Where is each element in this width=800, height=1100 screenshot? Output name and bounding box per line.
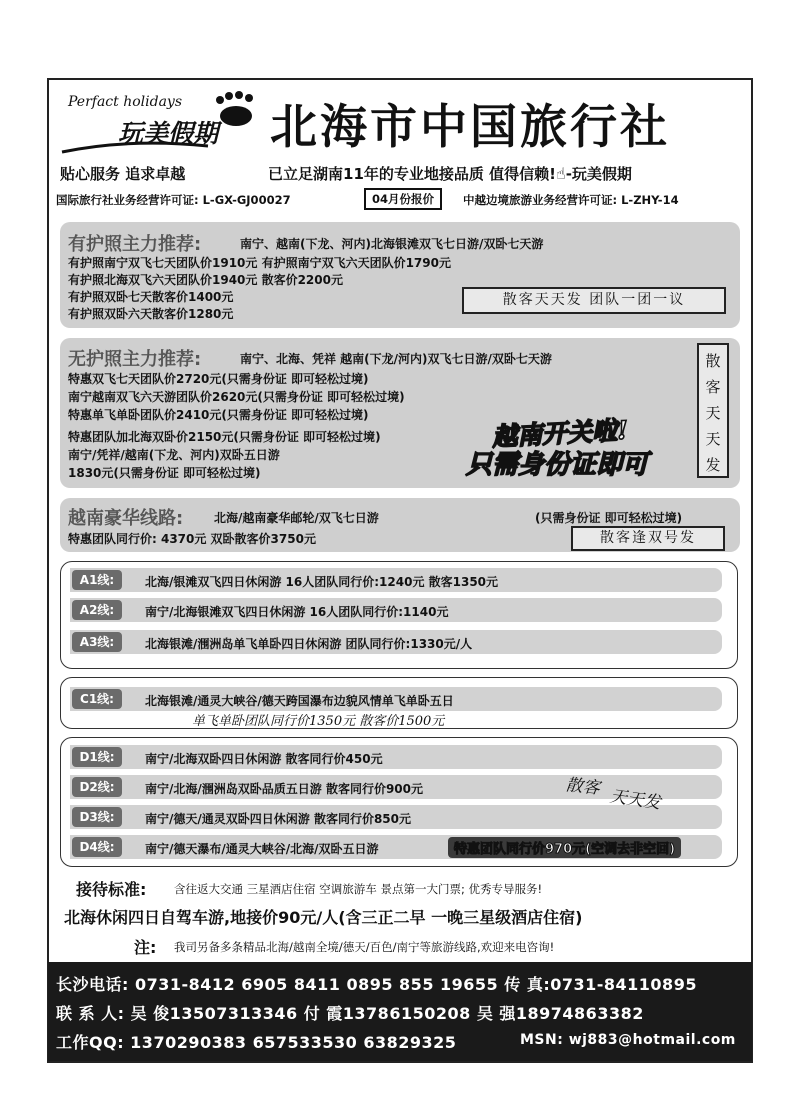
route-text: 南宁/北海银滩双飞四日休闲游 16人团队同行价:1140元: [145, 605, 449, 619]
contact-qq: 工作QQ: 1370290383 657533530 63829325: [56, 1033, 457, 1052]
contact-msn: MSN: wj883@hotmail.com: [520, 1032, 736, 1048]
passport-line: 有护照北海双飞六天团队价1940元 散客价2200元: [68, 273, 343, 287]
d4-badge: 特惠团队同行价970元(空调去非空回): [448, 837, 681, 858]
passport-label: 有护照主力推荐:: [68, 234, 202, 255]
handwritten-note: 散客: [564, 775, 601, 799]
route-tag: A2线:: [72, 600, 122, 620]
route-tag: D3线:: [72, 807, 122, 827]
logo-en: Perfact holidays: [68, 94, 183, 110]
handwritten-note: 天天发: [608, 786, 662, 814]
standards-label: 接待标准:: [76, 880, 147, 899]
luxury-label: 越南豪华线路:: [68, 508, 184, 529]
route-text: 北海银滩/通灵大峡谷/德天跨国瀑布边貌风情单飞单卧五日: [145, 694, 454, 708]
nopassport-line: 特惠团队加北海双卧价2150元(只需身份证 即可轻松过境): [68, 430, 381, 444]
contact-bar: [48, 962, 752, 1061]
slogan: 贴心服务 追求卓越: [60, 165, 186, 183]
vertical-char: 散: [705, 352, 721, 370]
page-title: 北海市中国旅行社: [270, 100, 670, 155]
route-tag: C1线:: [72, 689, 122, 709]
route-tag: A1线:: [72, 570, 122, 590]
nopassport-route: 南宁、北海、凭祥 越南(下龙/河内)双飞七日游/双卧七天游: [240, 352, 552, 366]
luxury-route: 北海/越南豪华邮轮/双飞七日游: [214, 511, 379, 525]
route-price: 单飞单卧团队同行价1350元 散客价1500元: [192, 714, 445, 729]
vertical-char: 发: [705, 456, 721, 474]
license-border: 中越边境旅游业务经营许可证: L-ZHY-14: [463, 193, 679, 207]
route-text: 南宁/北海/涠洲岛双卧品质五日游 散客同行价900元: [145, 782, 423, 796]
standards-text: 含往返大交通 三星酒店住宿 空调旅游车 景点第一大门票; 优秀专导服务!: [174, 882, 543, 896]
tagline-text: 已立足湖南11年的专业地接品质 值得信赖!: [268, 165, 556, 183]
route-text: 南宁/德天瀑布/通灵大峡谷/北海/双卧五日游: [145, 842, 379, 856]
thumbs-up-icon: ☝: [555, 164, 566, 183]
tagline: [268, 163, 632, 184]
route-tag: D1线:: [72, 747, 122, 767]
luxury-note: (只需身份证 即可轻松过境): [535, 511, 683, 525]
vertical-char: 天: [705, 404, 721, 422]
month-badge: 04月份报价: [364, 188, 442, 210]
vertical-char: 天: [705, 430, 721, 448]
route-text: 北海/银滩双飞四日休闲游 16人团队同行价:1240元 散客1350元: [145, 575, 499, 589]
route-tag: D2线:: [72, 777, 122, 797]
vietnam-slogan-1: 越南开关啦!: [491, 415, 629, 452]
route-text: 南宁/德天/通灵双卧四日休闲游 散客同行价850元: [145, 812, 411, 826]
tagline-brand: -玩美假期: [565, 165, 632, 183]
nopassport-vertical-note: [697, 343, 729, 478]
footprint-icon: [208, 90, 258, 128]
nopassport-line: 南宁/凭祥/越南(下龙、河内)双卧五日游: [68, 448, 280, 462]
contact-phone: 长沙电话: 0731-8412 6905 8411 0895 855 19655 传 真:0731-84110895: [56, 975, 697, 994]
route-tag: A3线:: [72, 632, 122, 652]
passport-route: 南宁、越南(下龙、河内)北海银滩双飞七日游/双卧七天游: [240, 237, 544, 251]
nopassport-line: 特惠双飞七天团队价2720元(只需身份证 即可轻松过境): [68, 372, 369, 386]
notice-text: 我司另备多条精品北海/越南全境/德天/百色/南宁等旅游线路,欢迎来电咨询!: [174, 940, 555, 954]
vietnam-slogan-2: 只需身份证即可: [466, 450, 649, 480]
route-text: 北海银滩/涠洲岛单飞单卧四日休闲游 团队同行价:1330元/人: [145, 637, 473, 651]
route-text: 南宁/北海双卧四日休闲游 散客同行价450元: [145, 752, 383, 766]
notice-label: 注:: [134, 938, 157, 957]
nopassport-line: 南宁越南双飞六天游团队价2620元(只需身份证 即可轻松过境): [68, 390, 405, 404]
luxury-price: 特惠团队同行价: 4370元 双卧散客价3750元: [68, 532, 316, 546]
vertical-char: 客: [705, 378, 721, 396]
nopassport-line: 特惠单飞单卧团队价2410元(只需身份证 即可轻松过境): [68, 408, 369, 422]
luxury-badge: 散客逢双号发: [571, 526, 725, 551]
self-drive-offer: 北海休闲四日自驾车游,地接价90元/人(含三正二早 一晚三星级酒店住宿): [64, 908, 583, 927]
passport-note: 散客天天发 团队一团一议: [462, 287, 726, 314]
passport-line: 有护照南宁双飞七天团队价1910元 有护照南宁双飞六天团队价1790元: [68, 256, 451, 270]
contact-people: 联 系 人: 吴 俊13507313346 付 霞13786150208 吴 强18974863382: [56, 1004, 644, 1023]
nopassport-line: 1830元(只需身份证 即可轻松过境): [68, 466, 261, 480]
nopassport-label: 无护照主力推荐:: [68, 349, 202, 370]
passport-line: 有护照双卧七天散客价1400元: [68, 290, 234, 304]
passport-line: 有护照双卧六天散客价1280元: [68, 307, 234, 321]
route-tag: D4线:: [72, 837, 122, 857]
logo-swoosh: [60, 140, 210, 154]
logo: [60, 88, 260, 158]
license-intl: 国际旅行社业务经营许可证: L-GX-GJ00027: [56, 193, 291, 207]
logo-cn: 玩美假期: [118, 119, 219, 148]
